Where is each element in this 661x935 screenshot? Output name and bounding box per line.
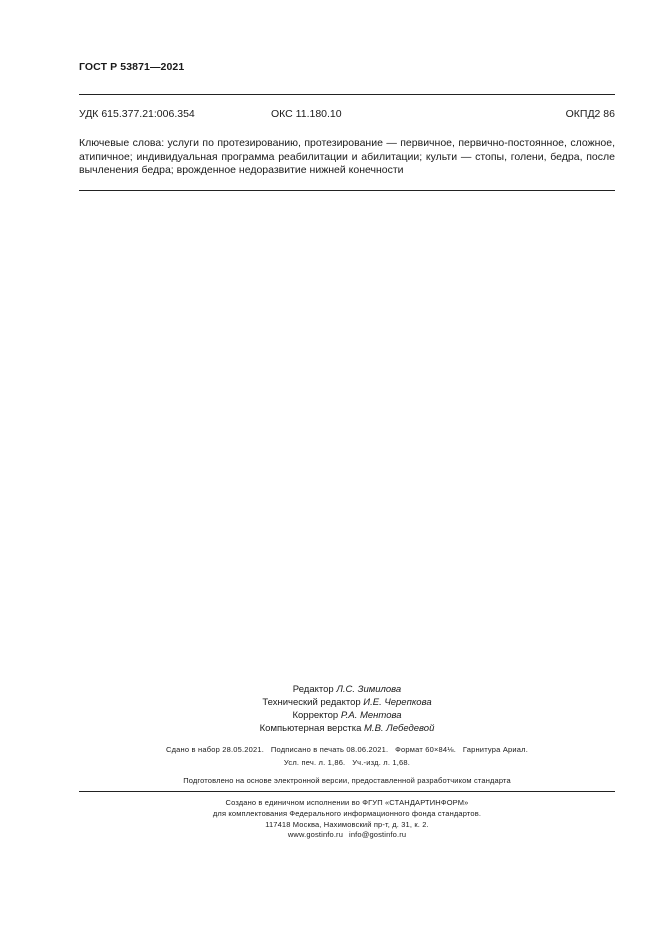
top-divider — [79, 94, 615, 95]
credit-role: Корректор — [292, 710, 341, 721]
website-link[interactable]: www.gostinfo.ru — [287, 830, 344, 840]
publisher-info — [79, 798, 615, 841]
credit-name: И.Е. Черепкова — [363, 697, 432, 708]
credit-layout — [79, 722, 615, 735]
publisher-contacts — [79, 830, 615, 841]
keywords-paragraph: Ключевые слова: услуги по протезированию, протезирование — первичное, первично-постоянное, сложное, атипичное; индивидуальная программа реабилитации и абилитации; культи — стопы, голени, бедра, после вычленения бедра; врожденное недоразвитие нижней конечности — [79, 137, 615, 176]
email-link[interactable]: info@gostinfo.ru — [349, 830, 407, 840]
credit-name: Р.А. Ментова — [340, 710, 402, 721]
credit-role: Редактор — [292, 684, 337, 695]
publisher-address: 117418 Москва, Нахимовский пр-т, д. 31, к. 2. — [265, 819, 429, 829]
oks-code: ОКС 11.180.10 — [271, 108, 342, 120]
credit-name: Л.С. Зимилова — [336, 684, 402, 695]
print-info-line: Усл. печ. л. 1,86. Уч.-изд. л. 1,68. — [283, 758, 411, 767]
document-code: ГОСТ Р 53871—2021 — [79, 61, 185, 73]
publisher-line: Создано в единичном исполнении во ФГУП «СТАНДАРТИНФОРМ» — [225, 798, 469, 807]
credit-tech-editor — [79, 696, 615, 709]
credit-editor — [79, 683, 615, 696]
editorial-credits — [79, 683, 615, 735]
bottom-divider — [79, 791, 615, 792]
credit-role: Технический редактор — [262, 697, 364, 708]
classification-row — [79, 108, 615, 122]
prepared-note: Подготовлено на основе электронной версии, предоставленной разработчиком стандарта — [183, 776, 511, 785]
credit-proofreader — [79, 709, 615, 722]
keywords-divider — [79, 190, 615, 191]
udk-code: УДК 615.377.21:006.354 — [79, 108, 195, 120]
credit-role: Компьютерная верстка — [259, 723, 365, 734]
print-info-line: Сдано в набор 28.05.2021. Подписано в печать 08.06.2021. Формат 60×84⅛. Гарнитура Ариал. — [165, 745, 529, 754]
credit-name: М.В. Лебедевой — [364, 723, 435, 734]
publisher-line: для комплектования Федерального информационного фонда стандартов. — [212, 808, 482, 818]
print-info — [79, 743, 615, 769]
okpd-code: ОКПД2 86 — [565, 108, 615, 120]
